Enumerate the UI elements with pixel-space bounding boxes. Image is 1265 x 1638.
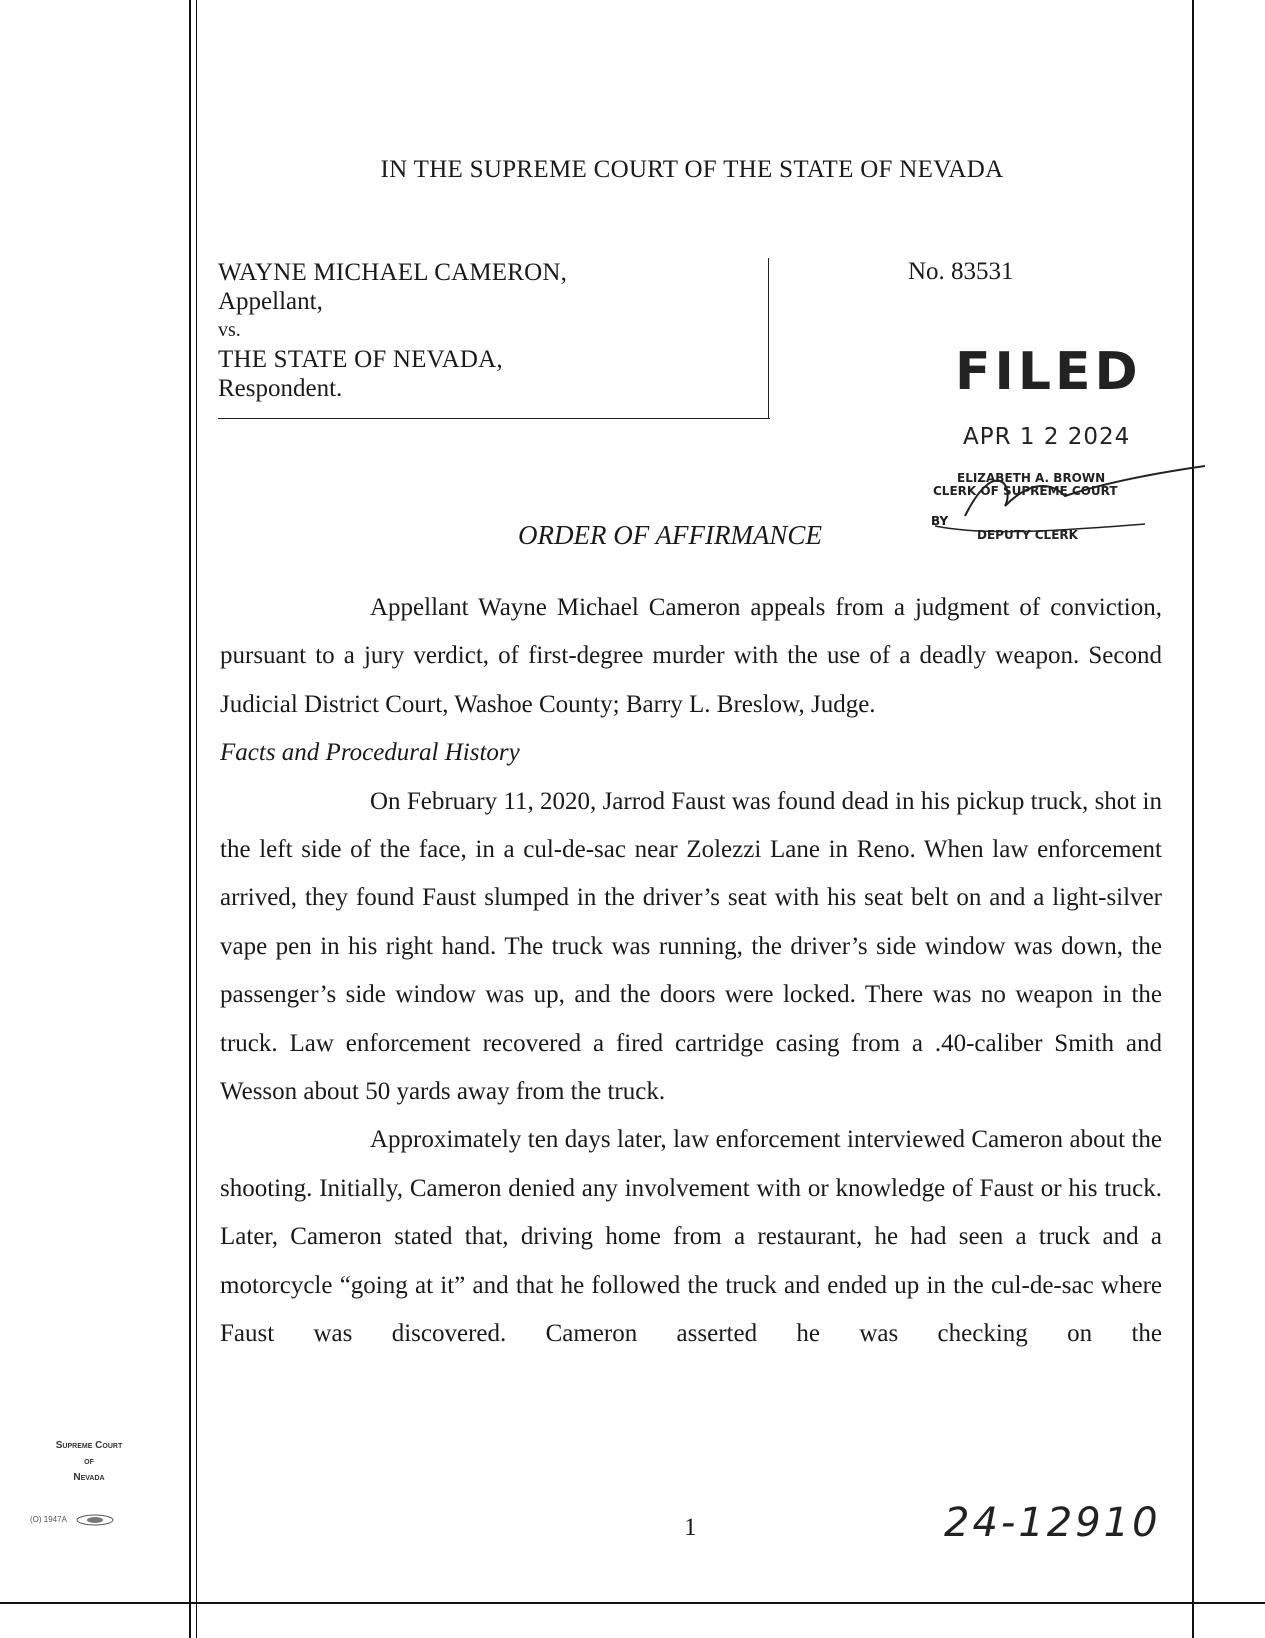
page-number: 1 [684, 1514, 697, 1541]
docket-number: 24-12910 [944, 1500, 1161, 1546]
bottom-rule [0, 1602, 1265, 1604]
order-body [220, 584, 1162, 1359]
respondent-name: THE STATE OF NEVADA, [218, 346, 503, 373]
stamp-clerk-title: CLERK OF SUPREME COURT [933, 484, 1118, 498]
respondent-role: Respondent. [218, 375, 343, 402]
case-caption [218, 258, 769, 418]
right-margin-rule [1192, 0, 1194, 1638]
left-margin-rule [189, 0, 191, 1638]
stamp-deputy: DEPUTY CLERK [977, 528, 1078, 542]
form-number [30, 1514, 115, 1526]
seal-line-2: of [84, 1456, 94, 1467]
court-title: IN THE SUPREME COURT OF THE STATE OF NEVADA [380, 156, 1004, 183]
seal-line-1: Supreme Court [55, 1440, 123, 1451]
seal-line-3: Nevada [73, 1472, 105, 1483]
seal-emblem-icon [75, 1514, 115, 1526]
filed-stamp [905, 336, 1165, 566]
stamp-date: APR 1 2 2024 [963, 424, 1131, 450]
stamp-clerk-name: ELIZABETH A. BROWN [957, 471, 1106, 485]
stamp-clerk [921, 472, 1141, 498]
appellant-role: Appellant, [218, 288, 323, 315]
order-title: ORDER OF AFFIRMANCE [518, 520, 822, 550]
appellant-name: WAYNE MICHAEL CAMERON, [218, 259, 568, 286]
court-seal-label [24, 1438, 154, 1486]
versus: vs. [218, 319, 241, 341]
paragraph: Appellant Wayne Michael Cameron appeals from a judgment of conviction, pursuant to a jury verdict, of first-degree murder with the use of a deadly weapon. Second Judicial District Court, Washoe County; Barry L. Breslow, Judge. [220, 594, 1162, 718]
caption-underline [218, 418, 770, 419]
case-number: No. 83531 [908, 258, 1014, 285]
paragraph: On February 11, 2020, Jarrod Faust was found dead in his pickup truck, shot in the left side of the face, in a cul-de-sac near Zolezzi Lane in Reno. When law enforcement arrived, they found Faust slumped in the driver’s seat with his seat belt on and a light-silver vape pen in his right hand. The truck was running, the driver’s side window was down, the passenger’s side window was up, and the doors were locked. There was no weapon in the truck. Law enforcement recovered a fired cartridge casing from a .40-caliber Smith and Wesson about 50 yards away from the truck. [220, 787, 1162, 1106]
stamp-by: BY [931, 514, 949, 528]
form-number-text: (O) 1947A [30, 1515, 67, 1525]
section-heading: Facts and Procedural History [220, 739, 520, 767]
paragraph: Approximately ten days later, law enforcement interviewed Cameron about the shooting. Initially, Cameron denied any involvement with or knowledge of Faust or his truck. Later, Cameron stated that, driving home from a restaurant, he had seen a truck and a motorcycle “going at it” and that he followed the truck and ended up in the cul-de-sac where Faust was discovered. Cameron asserted he was checking on the [220, 1126, 1162, 1348]
stamp-filed-text: FILED [955, 342, 1142, 402]
left-margin-rule-inner [196, 0, 197, 1638]
